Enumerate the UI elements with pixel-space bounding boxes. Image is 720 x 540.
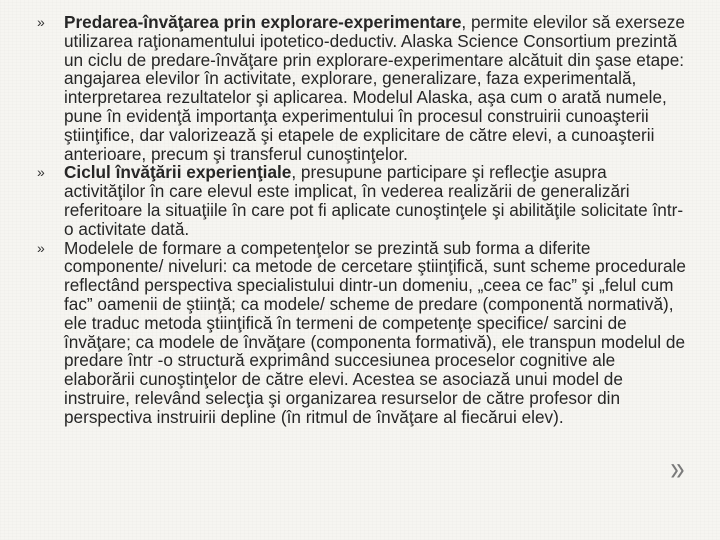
bullet-body-text: , presupune participare şi reflecţie asupra activităţilor în care elevul este implicat, în vederea realizării de generalizări referitoare la situaţiile în care pot fi aplicate cunoştinţele şi abilităţile solicitate într-o activitate dată. <box>64 162 684 239</box>
bullet-lead-text: Ciclul învăţării experienţiale <box>64 162 292 183</box>
bullet-item-explorare <box>36 13 688 163</box>
chevron-right-icon[interactable]: » <box>670 450 685 488</box>
bullet-body-text: , permite elevilor să exerseze utilizarea raţionamentului ipotetico-deductiv. Alaska Science Consortium prezintă un ciclu de predare-învăţare prin explorare-experimentare alcătuit din şase etape: angajarea elevilor în activitate, explorare, generalizare, faza experimentală, interpretarea rezultatelor şi aplicarea. Modelul Alaska, aşa cum o arată numele, pune în evidenţă importanţa experimentului în procesul construirii cunoaşterii ştiinţifice, dar valorizează şi etapele de explicitare de către elevi, a cunoaşterii anterioare, precum şi transferul cunoştinţelor. <box>64 12 685 164</box>
slide-content <box>36 13 688 427</box>
bullet-marker: » <box>37 14 45 30</box>
bullet-marker: » <box>37 239 45 256</box>
bullet-item-ciclul <box>36 163 688 238</box>
bullet-lead-text: Predarea-învăţarea prin explorare-experimentare <box>64 12 462 32</box>
bullet-body-text: Modelele de formare a competenţelor se prezintă sub forma a diferite componente/ niveluri: ca metode de cercetare ştiinţifică, sunt scheme procedurale reflectând perspectiva specialistului dintr-un domeniu, „ceea ce fac” şi „felul cum fac” oamenii de ştiinţă; ca modele/ scheme de predare (componentă normativă), ele traduc metoda ştiinţifică în termeni de competenţe specifice/ sarcini de învăţare; ca modele de învăţare (componenta formativă), ele transpun modelul de predare într -o structură exprimând succesiunea proceselor cognitive ale elaborării cunoştinţelor de către elevi. Acestea se asociază unui model de instruire, relevând selecţia şi organizarea resurselor de către profesor din perspectiva instruirii depline (în ritmul de învăţare al fiecărui elev). <box>64 237 686 427</box>
bullet-item-modelele <box>36 239 688 427</box>
bullet-marker: » <box>37 164 45 181</box>
